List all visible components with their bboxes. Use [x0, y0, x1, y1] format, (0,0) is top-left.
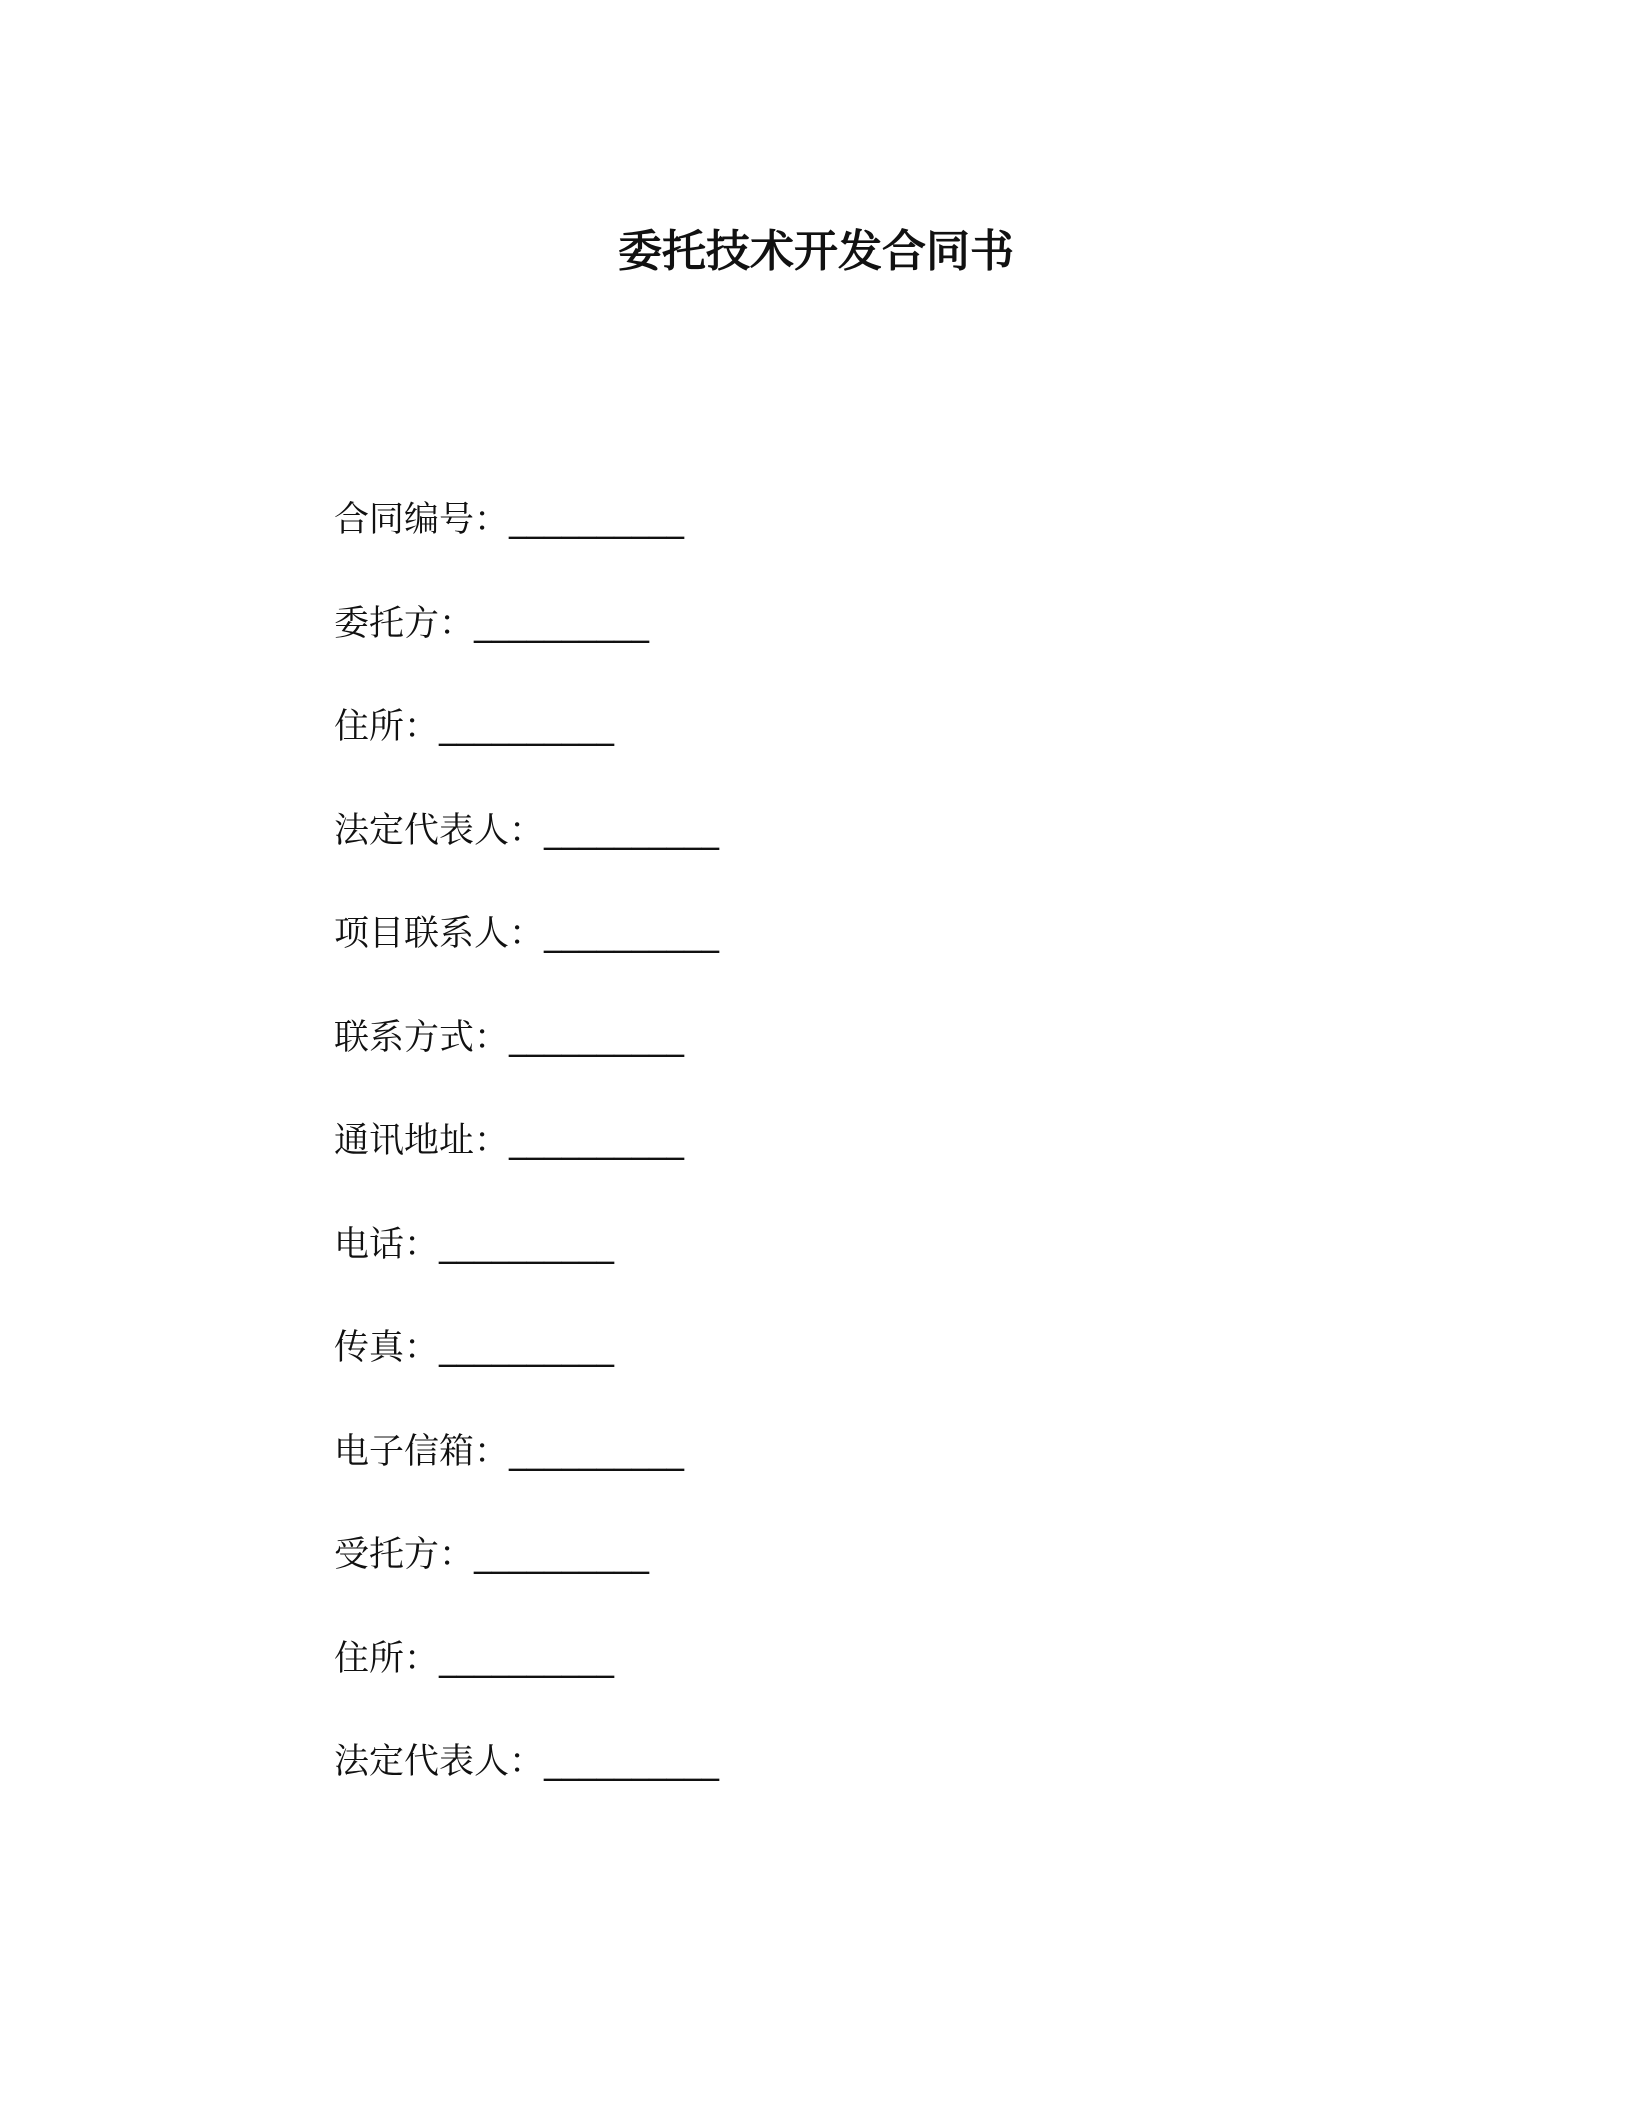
contract-field-list: [334, 490, 1334, 1836]
field-label: 项目联系人：: [334, 914, 545, 954]
field-blank: __________: [474, 1535, 650, 1575]
field-label: 受托方：: [334, 1535, 475, 1575]
field-label: 传真：: [334, 1328, 440, 1368]
field-client: [334, 594, 1334, 698]
field-project-contact: [334, 904, 1334, 1008]
field-contact-method: [334, 1008, 1334, 1112]
field-blank: __________: [544, 914, 720, 954]
field-blank: __________: [509, 1121, 685, 1161]
field-email: [334, 1422, 1334, 1526]
field-label: 电子信箱：: [334, 1431, 510, 1472]
field-contractor-legal-representative: [334, 1732, 1334, 1836]
field-client-address: [334, 697, 1334, 801]
document-title: 委托技术开发合同书: [618, 226, 1014, 277]
field-blank: __________: [509, 1431, 685, 1472]
field-contract-number: [334, 490, 1334, 594]
field-label: 电话：: [334, 1224, 440, 1265]
field-mailing-address: [334, 1111, 1334, 1215]
field-label: 合同编号：: [334, 500, 510, 540]
field-contractor: [334, 1525, 1334, 1629]
field-blank: __________: [439, 1328, 615, 1368]
field-label: 住所：: [334, 1638, 440, 1679]
field-phone: [334, 1215, 1334, 1319]
field-blank: __________: [474, 603, 650, 644]
field-blank: __________: [439, 707, 615, 747]
field-client-legal-representative: [334, 801, 1334, 905]
field-label: 通讯地址：: [334, 1121, 510, 1161]
field-label: 法定代表人：: [334, 1742, 545, 1782]
field-blank: __________: [439, 1224, 615, 1265]
field-blank: __________: [544, 1742, 720, 1782]
field-label: 住所：: [334, 707, 440, 747]
field-label: 联系方式：: [334, 1017, 510, 1058]
field-label: 法定代表人：: [334, 810, 545, 851]
field-blank: __________: [544, 810, 720, 851]
field-contractor-address: [334, 1629, 1334, 1733]
field-blank: __________: [439, 1638, 615, 1679]
field-blank: __________: [509, 1017, 685, 1058]
field-label: 委托方：: [334, 603, 475, 644]
field-blank: __________: [509, 500, 685, 540]
field-fax: [334, 1318, 1334, 1422]
